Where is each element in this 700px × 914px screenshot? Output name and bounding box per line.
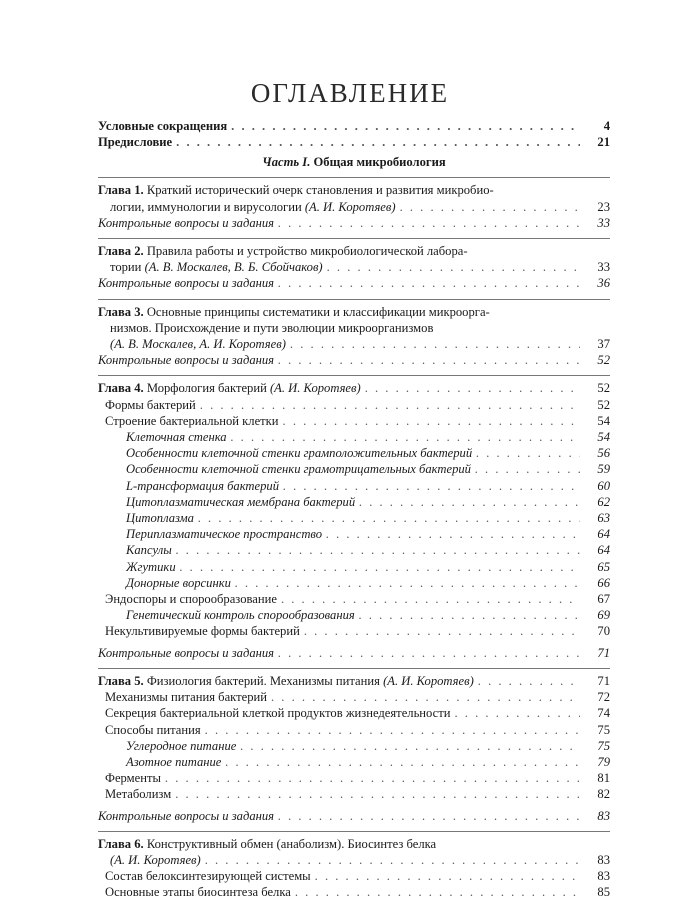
entry-title: Способы питания (105, 722, 201, 737)
page-number: 70 (597, 624, 610, 639)
toc-section-entry[interactable] (98, 461, 610, 477)
entry-title: Цитоплазма (126, 511, 194, 526)
page-number: 75 (597, 738, 610, 753)
chapter-5-sections (98, 689, 610, 802)
page-number: 79 (597, 754, 610, 769)
page-number: 69 (597, 608, 610, 623)
divider (98, 299, 610, 300)
leader-dots (455, 705, 581, 721)
page-number: 71 (597, 673, 610, 688)
chapter-3-review[interactable] (98, 352, 610, 368)
page-number: 74 (597, 706, 610, 721)
leader-dots (359, 607, 580, 623)
leader-dots (476, 445, 580, 461)
toc-section-entry[interactable] (98, 478, 610, 494)
toc-section-entry[interactable] (98, 591, 610, 607)
chapter-label: Глава 3. (98, 304, 144, 319)
page-number: 62 (597, 494, 610, 509)
page-number: 64 (597, 543, 610, 558)
entry-title: L-трансформация бактерий (126, 478, 280, 493)
page-number: 72 (597, 690, 610, 705)
chapter-title-line1: Правила работы и устройство микробиологической лабора- (146, 244, 468, 259)
leader-dots (278, 808, 580, 824)
leader-dots (304, 623, 580, 639)
chapter-label: Глава 1. (98, 183, 144, 198)
chapter-6-sections (98, 868, 610, 900)
leader-dots (290, 336, 580, 352)
page-number: 63 (597, 511, 610, 526)
chapter-title: Морфология бактерий (146, 381, 267, 396)
page-number: 21 (597, 135, 610, 150)
toc-section-entry[interactable] (98, 689, 610, 705)
page-number: 83 (597, 852, 610, 867)
chapter-author: (А. В. Москалев, А. И. Коротяев) (110, 337, 286, 352)
entry-title: Условные сокращения (98, 119, 228, 133)
chapter-4-sections (98, 397, 610, 640)
chapter-6-heading[interactable] (98, 836, 610, 852)
entry-title: Жгутики (126, 559, 176, 574)
page-number: 85 (597, 885, 610, 900)
page-number: 37 (597, 337, 610, 352)
entry-title: Контрольные вопросы и задания (98, 808, 275, 823)
toc-section-entry[interactable] (98, 542, 610, 558)
chapter-title-line2: тории (110, 260, 142, 275)
toc-section-entry[interactable] (98, 494, 610, 510)
toc-section-entry[interactable] (98, 607, 610, 623)
toc-section-entry[interactable] (98, 786, 610, 802)
page-number: 71 (597, 645, 610, 660)
toc-section-entry[interactable] (98, 722, 610, 738)
chapter-2-review[interactable] (98, 275, 610, 291)
entry-title: Секреция бактериальной клеткой продуктов жизнедеятельности (105, 706, 451, 721)
divider (98, 238, 610, 239)
page-number: 66 (597, 575, 610, 590)
page-number: 36 (597, 276, 610, 291)
leader-dots (198, 510, 580, 526)
page-number: 33 (597, 260, 610, 275)
leader-dots (400, 199, 580, 215)
chapter-label: Глава 4. (98, 381, 144, 396)
leader-dots (205, 852, 580, 868)
toc-section-entry[interactable] (98, 397, 610, 413)
entry-title: Метаболизм (105, 787, 172, 802)
chapter-6-title-end[interactable] (98, 852, 610, 868)
entry-title: Углеродное питание (126, 738, 237, 753)
page-number: 4 (603, 119, 610, 133)
entry-title: Донорные ворсинки (126, 575, 231, 590)
leader-dots (271, 689, 580, 705)
divider (98, 831, 610, 832)
page-number: 23 (597, 199, 610, 214)
toc-section-entry[interactable] (98, 868, 610, 884)
toc-section-entry[interactable] (98, 429, 610, 445)
toc-entry-preface[interactable] (98, 134, 610, 150)
chapter-author: (А. И. Коротяев) (269, 381, 361, 396)
page-number: 54 (597, 413, 610, 428)
leader-dots (478, 673, 580, 689)
chapter-title-line2: логии, иммунологии и вирусологии (110, 199, 302, 214)
toc-section-entry[interactable] (98, 705, 610, 721)
leader-dots (200, 397, 580, 413)
entry-title: Особенности клеточной стенки грамотрицательных бактерий (126, 462, 471, 477)
chapter-1-heading[interactable] (98, 182, 610, 198)
chapter-3-title-line2: низмов. Происхождение и пути эволюции микроорганизмов (110, 320, 434, 335)
chapter-3-title-end[interactable] (98, 336, 610, 352)
page-number: 52 (597, 397, 610, 412)
page-number: 64 (597, 527, 610, 542)
chapter-author: (А. И. Коротяев) (304, 199, 396, 214)
entry-title: Контрольные вопросы и задания (98, 353, 275, 368)
entry-title: Контрольные вопросы и задания (98, 276, 275, 291)
leader-dots (176, 134, 580, 150)
entry-title: Механизмы питания бактерий (105, 690, 267, 705)
divider (98, 668, 610, 669)
chapter-author: (А. И. Коротяев) (110, 852, 201, 867)
chapter-author: (А. В. Москалев, В. Б. Сбойчаков) (144, 260, 323, 275)
leader-dots (326, 526, 580, 542)
leader-dots (278, 275, 580, 291)
entry-title: Предисловие (98, 135, 173, 150)
leader-dots (283, 478, 580, 494)
page-number: 67 (597, 592, 610, 607)
page-number: 33 (597, 215, 610, 230)
leader-dots (295, 884, 580, 900)
chapter-label: Глава 6. (98, 836, 144, 851)
leader-dots (278, 352, 580, 368)
leader-dots (327, 259, 580, 275)
leader-dots (165, 770, 580, 786)
page-number: 83 (597, 869, 610, 884)
entry-title: Периплазматическое пространство (126, 527, 323, 542)
toc-section-entry[interactable] (98, 445, 610, 461)
leader-dots (205, 722, 580, 738)
toc-section-entry[interactable] (98, 510, 610, 526)
leader-dots (231, 429, 580, 445)
leader-dots (475, 461, 580, 477)
leader-dots (180, 559, 580, 575)
leader-dots (365, 380, 580, 396)
chapter-1-title-end[interactable] (98, 199, 610, 215)
leader-dots (278, 645, 580, 661)
leader-dots (235, 575, 580, 591)
chapter-label: Глава 2. (98, 244, 144, 259)
entry-title: Основные этапы биосинтеза белка (105, 885, 291, 900)
leader-dots (240, 738, 580, 754)
toc-section-entry[interactable] (98, 575, 610, 591)
page-number: 75 (597, 722, 610, 737)
entry-title: Эндоспоры и спорообразование (105, 592, 277, 607)
entry-title: Формы бактерий (105, 397, 196, 412)
chapter-label: Глава 5. (98, 673, 144, 688)
chapter-1-review[interactable] (98, 215, 610, 231)
page-number: 81 (597, 771, 610, 786)
divider (98, 177, 610, 178)
part-title: Общая микробиология (313, 155, 446, 170)
entry-title: Состав белоксинтезирующей системы (105, 869, 311, 884)
chapter-5-heading[interactable] (98, 673, 610, 689)
chapter-2-heading[interactable] (98, 243, 610, 259)
entry-title: Строение бактериальной клетки (105, 413, 279, 428)
leader-dots (176, 542, 580, 558)
toc-section-entry[interactable] (98, 754, 610, 770)
page-number: 83 (597, 808, 610, 823)
entry-title: Контрольные вопросы и задания (98, 215, 275, 230)
entry-title: Генетический контроль спорообразования (126, 608, 355, 623)
toc-section-entry[interactable] (98, 559, 610, 575)
page-title: ОГЛАВЛЕНИЕ (250, 78, 450, 108)
page-number: 56 (597, 446, 610, 461)
toc-section-entry[interactable] (98, 413, 610, 429)
chapter-title-line1: Конструктивный обмен (анаболизм). Биосинтез белка (146, 836, 437, 851)
chapter-5-review[interactable] (98, 808, 610, 824)
entry-title: Некультивируемые формы бактерий (105, 624, 300, 639)
toc-section-entry[interactable] (98, 738, 610, 754)
leader-dots (281, 591, 580, 607)
leader-dots (278, 215, 580, 231)
part-label: Часть I. (262, 155, 311, 170)
chapter-3-heading[interactable] (98, 304, 610, 320)
leader-dots (315, 868, 580, 884)
table-of-contents (98, 118, 610, 901)
divider (98, 375, 610, 376)
toc-section-entry[interactable] (98, 884, 610, 900)
chapter-4-heading[interactable] (98, 380, 610, 396)
toc-section-entry[interactable] (98, 623, 610, 639)
page-number: 60 (597, 478, 610, 493)
leader-dots (175, 786, 580, 802)
chapter-4-review[interactable] (98, 645, 610, 661)
chapter-author: (А. И. Коротяев) (383, 673, 474, 688)
leader-dots (225, 754, 580, 770)
toc-entry-abbreviations[interactable] (98, 118, 610, 134)
chapter-title-line1: Краткий исторический очерк становления и развития микробио- (146, 183, 494, 198)
part-heading (98, 155, 610, 170)
page-number: 52 (597, 381, 610, 396)
page-number: 52 (597, 353, 610, 368)
page-number: 54 (597, 430, 610, 445)
entry-title: Азотное питание (126, 754, 222, 769)
entry-title: Цитоплазматическая мембрана бактерий (126, 494, 356, 509)
page-number: 82 (597, 787, 610, 802)
leader-dots (359, 494, 580, 510)
chapter-2-title-end[interactable] (98, 259, 610, 275)
entry-title: Контрольные вопросы и задания (98, 645, 275, 660)
page-number: 65 (597, 559, 610, 574)
entry-title: Клеточная стенка (126, 430, 227, 445)
leader-dots (283, 413, 580, 429)
chapter-title: Физиология бактерий. Механизмы питания (146, 673, 380, 688)
chapter-title-line1: Основные принципы систематики и классификации микроорга- (146, 304, 490, 319)
entry-title: Капсулы (126, 543, 172, 558)
page-number: 59 (597, 462, 610, 477)
leader-dots (231, 118, 580, 134)
entry-title: Особенности клеточной стенки грамположительных бактерий (126, 446, 473, 461)
toc-section-entry[interactable] (98, 526, 610, 542)
entry-title: Ферменты (105, 771, 161, 786)
toc-section-entry[interactable] (98, 770, 610, 786)
